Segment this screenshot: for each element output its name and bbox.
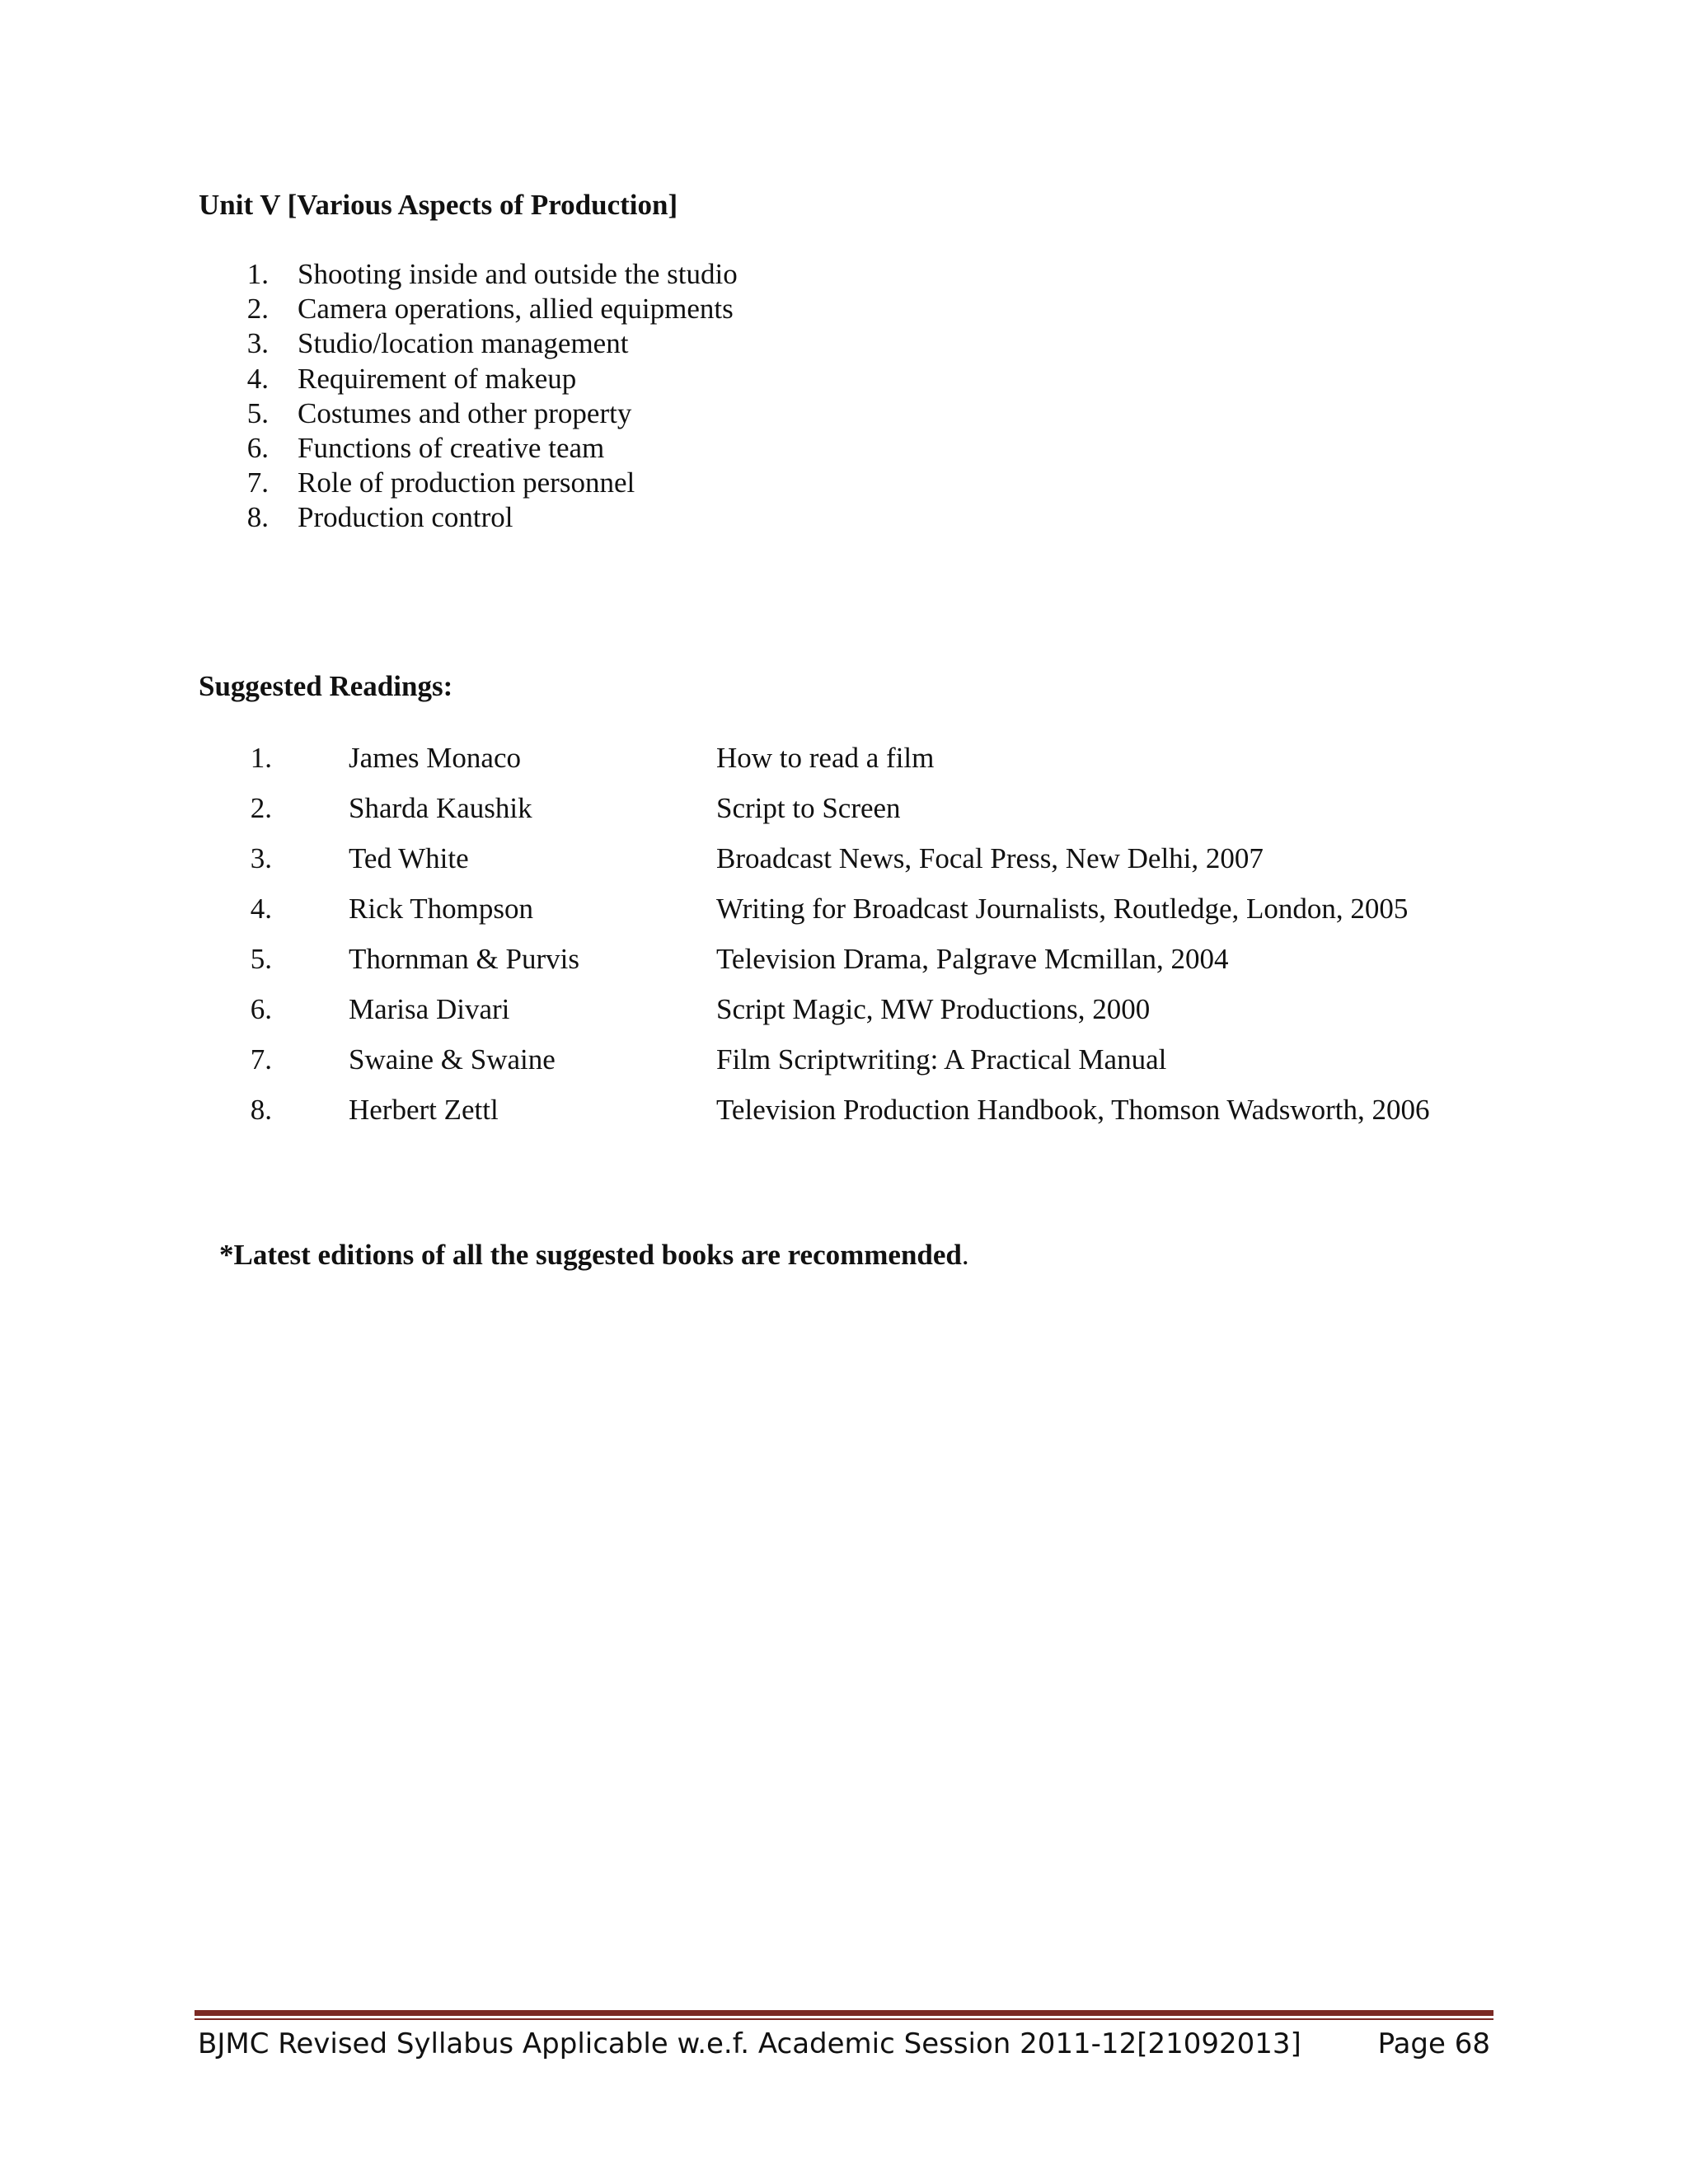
list-item-text: Camera operations, allied equipments [298,293,734,326]
reading-author: Ted White [349,842,469,874]
reading-title: Film Scriptwriting: A Practical Manual [716,1043,1167,1076]
reading-title: Script Magic, MW Productions, 2000 [716,993,1151,1025]
list-item-text: Shooting inside and outside the studio [298,258,738,290]
reading-number: 3. [250,842,272,874]
reading-title: How to read a film [716,742,935,774]
list-item-text: Studio/location management [298,327,629,360]
reading-author: James Monaco [349,742,521,774]
reading-title: Television Production Handbook, Thomson Wadsworth, 2006 [716,1094,1430,1126]
reading-number: 1. [250,742,272,774]
list-item-number: 4. [246,362,269,395]
reading-title: Television Drama, Palgrave Mcmillan, 2004 [716,943,1229,975]
reading-number: 2. [250,792,272,824]
recommendation-note-text: *Latest editions of all the suggested books are recommended [219,1239,962,1271]
readings-heading: Suggested Readings: [199,670,453,702]
list-item-text: Costumes and other property [298,396,632,429]
reading-author: Swaine & Swaine [349,1043,556,1076]
reading-number: 8. [250,1094,272,1126]
reading-author: Sharda Kaushik [349,792,532,824]
list-item-number: 6. [246,431,269,464]
reading-author: Herbert Zettl [349,1094,499,1126]
reading-title: Broadcast News, Focal Press, New Delhi, 2007 [716,842,1264,874]
list-item-text: Requirement of makeup [298,362,577,395]
list-item-number: 7. [246,466,269,499]
recommendation-note-period: . [961,1239,969,1271]
reading-author: Marisa Divari [349,993,510,1025]
list-item-text: Role of production personnel [298,466,635,499]
footer-divider [195,2010,1493,2016]
list-item-number: 8. [246,501,269,534]
footer-text: BJMC Revised Syllabus Applicable w.e.f. Academic Session 2011-12[21092013] [198,2027,1301,2060]
reading-number: 6. [250,993,272,1025]
reading-author: Rick Thompson [349,893,533,925]
page-number: Page 68 [1377,2027,1490,2060]
list-item-number: 5. [246,396,269,429]
list-item-text: Functions of creative team [298,431,605,464]
list-item-number: 3. [246,327,269,360]
list-item-number: 1. [246,258,269,290]
list-item-number: 2. [246,293,269,326]
reading-number: 5. [250,943,272,975]
footer-divider-thin [195,2018,1493,2020]
reading-title: Script to Screen [716,792,901,824]
reading-author: Thornman & Purvis [349,943,579,975]
reading-number: 4. [250,893,272,925]
reading-title: Writing for Broadcast Journalists, Routledge, London, 2005 [716,893,1409,925]
reading-number: 7. [250,1043,272,1076]
unit-heading: Unit V [Various Aspects of Production] [199,189,678,221]
recommendation-note [219,1238,969,1272]
list-item-text: Production control [298,501,513,534]
